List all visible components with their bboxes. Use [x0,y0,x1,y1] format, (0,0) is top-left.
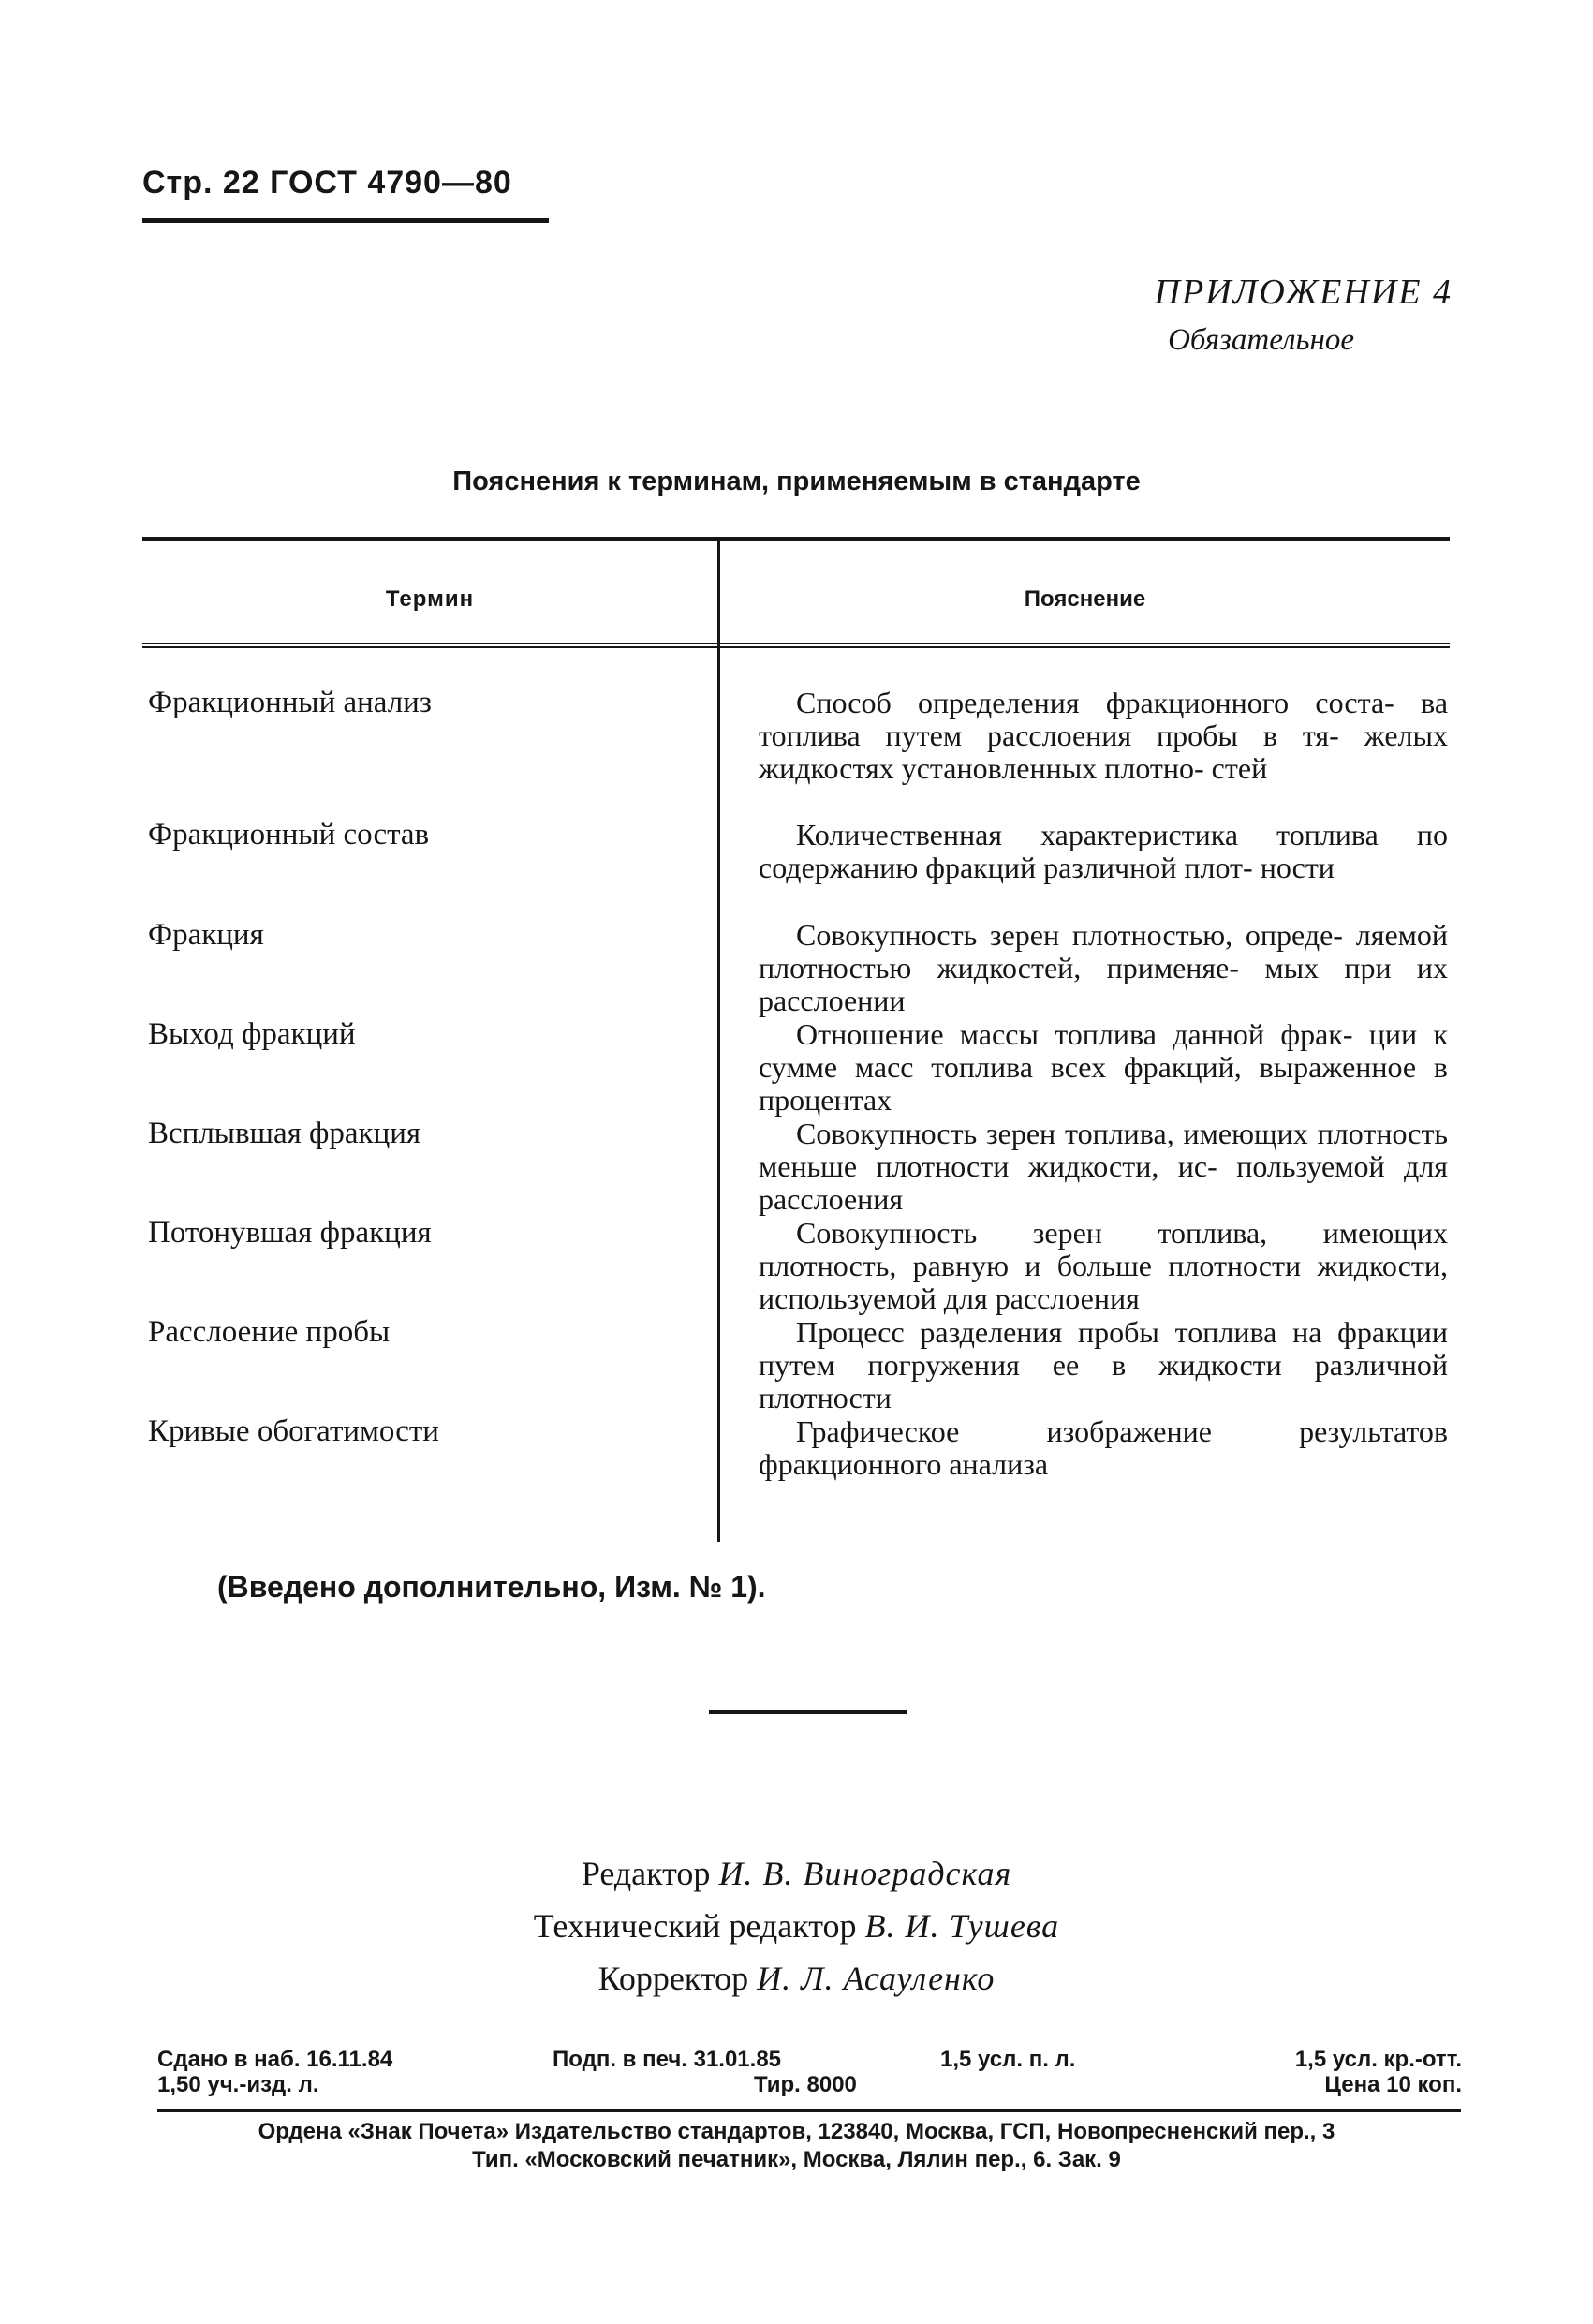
credit-role: Технический редактор [533,1907,857,1945]
explanation-line: пользуемой для расслоения [759,1149,1449,1216]
credit-role: Корректор [597,1960,749,1997]
publisher-line: Ордена «Знак Почета» Издательство стандартов, 123840, Москва, ГСП, Новопресненский пер., 3 [258,2119,1335,2144]
table-row-term: Фракционный анализ [148,686,432,719]
explanation-line: ва топлива путем расслоения пробы в тя- [759,686,1449,752]
explanation-line: Графическое изображение результатов [796,1414,1448,1448]
table-row-term: Фракционный состав [148,818,430,851]
imprint-print-sheets: 1,5 усл. п. л. [940,2047,1076,2072]
explanation-line: жидкости, используемой для расслоения [759,1249,1449,1315]
credit-tech-editor [0,1900,1593,1952]
explanation-line: желых жидкостях установленных плотно- [759,718,1449,785]
page-title: Пояснения к терминам, применяемым в стандарте [452,466,1141,496]
appendix-label: ПРИЛОЖЕНИЕ 4 [1154,273,1453,312]
explanation-line: ляемой плотностью жидкостей, применяе- [759,918,1449,984]
explanation-line: плотность, равную и больше плотности [759,1249,1302,1282]
explanation-line: Способ определения фракционного соста- [796,686,1394,719]
explanation-line: фракции путем погружения ее в жидкости [759,1315,1449,1382]
table-header-rule [142,643,1450,648]
explanation-line: Совокупность зерен топлива, имеющих [796,1117,1308,1150]
credit-person: В. И. Тушева [864,1907,1060,1945]
imprint-signed: Подп. в печ. 31.01.85 [553,2047,782,2072]
section-divider [709,1710,907,1714]
imprint-rule [157,2109,1461,2112]
table-row-explanation [759,919,1448,1017]
imprint-sent: Сдано в наб. 16.11.84 [157,2047,393,2072]
explanation-line: плотность меньше плотности жидкости, ис- [759,1117,1449,1183]
explanation-line: Совокупность зерен топлива, имеющих [796,1216,1448,1250]
table-row-explanation [759,1415,1448,1481]
explanation-line: по содержанию фракций различной плот- [759,818,1449,884]
explanation-line: мых при их расслоении [759,951,1449,1017]
explanation-line: выраженное в процентах [759,1050,1449,1117]
table-row-term: Фракция [148,918,264,952]
column-header-term: Термин [385,586,475,612]
table-column-divider [717,541,720,1542]
explanation-line: Количественная характеристика топлива [796,818,1379,851]
explanation-line: фракционного анализа [759,1447,1049,1481]
imprint-circulation: Тир. 8000 [754,2072,857,2097]
amendment-note: (Введено дополнительно, Изм. № 1). [217,1570,766,1604]
credit-person: И. В. Виноградская [718,1855,1012,1892]
table-row-term: Расслоение пробы [148,1315,391,1349]
imprint-color-sheets: 1,5 усл. кр.-отт. [1294,2047,1462,2072]
printer-line: Тип. «Московский печатник», Москва, Лялин пер., 6. Зак. 9 [472,2147,1121,2172]
explanation-line: различной плотности [759,1348,1449,1414]
table-row-explanation [759,819,1448,884]
table-row-term: Всплывшая фракция [148,1117,421,1150]
imprint-price: Цена 10 коп. [1324,2072,1462,2097]
credit-role: Редактор [581,1855,711,1892]
table-row-explanation [759,1018,1448,1117]
table-row-explanation [759,1316,1448,1414]
explanation-line: Совокупность зерен плотностью, опреде- [796,918,1343,952]
explanation-line: стей [1211,751,1268,785]
column-header-explanation: Пояснение [1024,586,1146,612]
table-row-term: Кривые обогатимости [148,1414,439,1448]
table-row-term: Выход фракций [148,1017,356,1051]
table-row-explanation [759,1118,1448,1216]
credit-editor [0,1847,1593,1900]
imprint-pub-sheets: 1,50 уч.-изд. л. [157,2072,319,2097]
table-top-rule [142,537,1450,541]
header-rule [142,218,549,223]
appendix-status: Обязательное [1168,323,1354,357]
explanation-line: ности [1260,851,1335,884]
credit-proofreader [0,1952,1593,2005]
explanation-line: Отношение массы топлива данной фрак- [796,1017,1353,1051]
credit-person: И. Л. Асауленко [757,1960,996,1997]
table-row-term: Потонувшая фракция [148,1216,432,1250]
explanation-line: Процесс разделения пробы топлива на [796,1315,1322,1349]
explanation-line: ции к сумме масс топлива всех фракций, [759,1017,1449,1084]
running-head: Стр. 22 ГОСТ 4790—80 [142,165,512,200]
table-row-explanation [759,1217,1448,1315]
table-row-explanation [759,687,1448,785]
